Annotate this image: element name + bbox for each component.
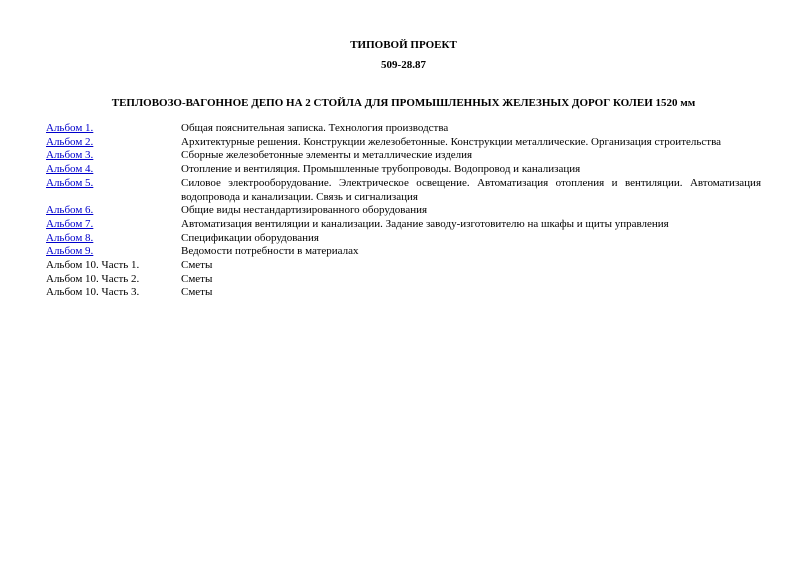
album-1-description: Общая пояснительная записка. Технология производства <box>181 122 449 134</box>
album-row-8 <box>46 232 761 246</box>
album-9-link[interactable]: Альбом 9. <box>46 245 94 258</box>
album-2-description: Архитектурные решения. Конструкции железобетонные. Конструкции металлические. Организация строительства <box>181 135 722 148</box>
album-10-2-label: Альбом 10. Часть 2. <box>46 272 140 285</box>
album-row-10-3 <box>46 286 761 300</box>
album-row-2 <box>46 136 761 150</box>
album-4-description: Отопление и вентиляция. Промышленные трубопроводы. Водопровод и канализация <box>181 163 581 176</box>
album-6-description: Общие виды нестандартизированного оборудования <box>181 204 428 217</box>
album-5-link[interactable]: Альбом 5. <box>46 176 94 189</box>
album-row-1 <box>46 122 761 136</box>
album-row-5 <box>46 177 761 204</box>
album-10-1-description: Сметы <box>181 259 213 272</box>
album-3-link[interactable]: Альбом 3. <box>46 149 94 162</box>
album-row-10-2 <box>46 273 761 287</box>
document-title: ТИПОВОЙ ПРОЕКТ <box>350 39 457 51</box>
album-3-description: Сборные железобетонные элементы и металлические изделия <box>181 149 473 162</box>
album-10-2-description: Сметы <box>181 272 213 285</box>
album-5-description: Силовое электрооборудование. Электрическое освещение. Автоматизация отопления и вентиляции. Автоматизация водопровода и канализации. Связь и сигнализация <box>181 176 761 203</box>
album-7-description: Автоматизация вентиляции и канализации. Задание заводу-изготовителю на шкафы и щиты управления <box>181 217 669 230</box>
album-1-link[interactable]: Альбом 1. <box>46 122 94 134</box>
album-9-description: Ведомости потребности в материалах <box>181 245 359 258</box>
album-6-link[interactable]: Альбом 6. <box>46 204 94 217</box>
album-8-link[interactable]: Альбом 8. <box>46 231 94 244</box>
album-row-6 <box>46 204 761 218</box>
album-2-link[interactable]: Альбом 2. <box>46 135 94 148</box>
album-8-description: Спецификации оборудования <box>181 231 319 244</box>
album-7-link[interactable]: Альбом 7. <box>46 217 94 230</box>
album-10-1-label: Альбом 10. Часть 1. <box>46 259 140 272</box>
album-10-3-label: Альбом 10. Часть 3. <box>46 286 140 299</box>
album-row-3 <box>46 149 761 163</box>
album-row-10-1 <box>46 259 761 273</box>
project-subtitle: ТЕПЛОВОЗО-ВАГОННОЕ ДЕПО НА 2 СТОЙЛА ДЛЯ ПРОМЫШЛЕННЫХ ЖЕЛЕЗНЫХ ДОРОГ КОЛЕИ 1520 мм <box>111 97 696 109</box>
album-4-link[interactable]: Альбом 4. <box>46 163 94 176</box>
album-list <box>46 122 761 300</box>
album-row-9 <box>46 245 761 259</box>
album-row-7 <box>46 218 761 232</box>
album-10-3-description: Сметы <box>181 286 213 299</box>
album-row-4 <box>46 163 761 177</box>
project-code: 509-28.87 <box>381 59 426 71</box>
